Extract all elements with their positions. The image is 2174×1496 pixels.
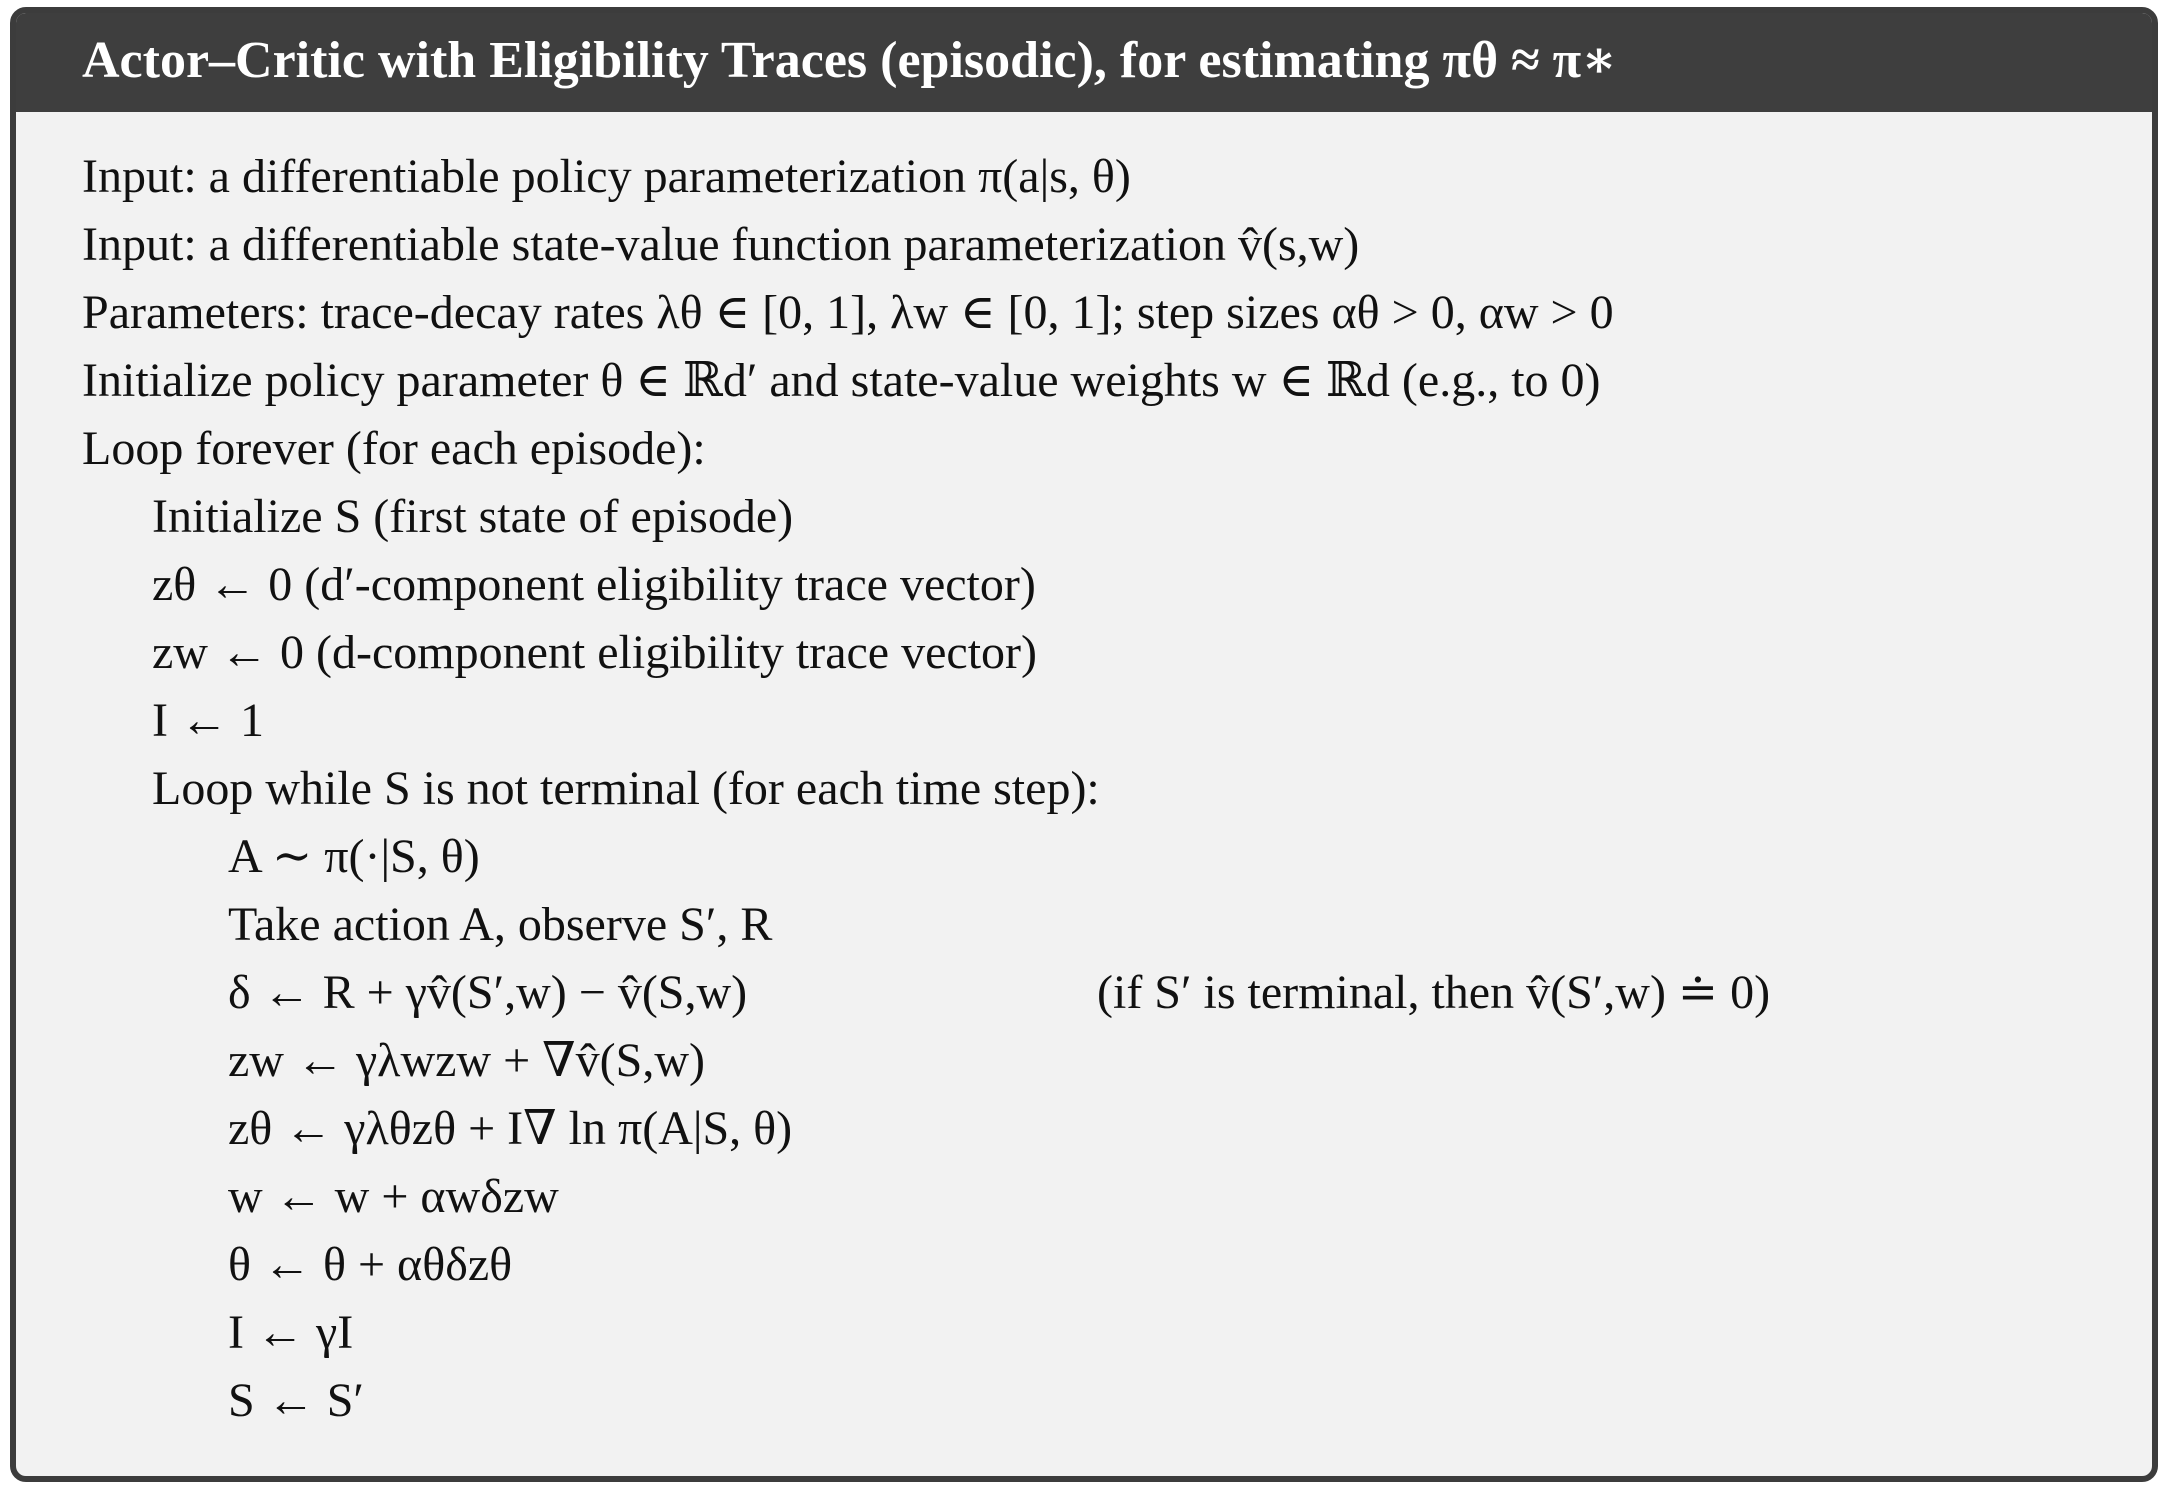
algo-line-update-w: w ← w + αwδzw [228, 1170, 559, 1223]
algo-line-update-theta: θ ← θ + αθδzθ [228, 1238, 513, 1291]
td-error-comment: (if S′ is terminal, then v̂(S′,w) ≐ 0) [1097, 966, 1771, 1019]
algo-line-update-z-theta: zθ ← γλθzθ + I∇ ln π(A|S, θ) [228, 1102, 793, 1155]
algo-line-loop-forever: Loop forever (for each episode): [82, 422, 706, 475]
algorithm-title: Actor–Critic with Eligibility Traces (episodic), for estimating πθ ≈ π∗ [16, 13, 2152, 112]
algo-line-loop-while: Loop while S is not terminal (for each time step): [152, 762, 1100, 815]
algo-line-initialize-params: Initialize policy parameter θ ∈ ℝd′ and state-value weights w ∈ ℝd (e.g., to 0) [82, 354, 1601, 407]
algo-line-init-z-w: zw ← 0 (d-component eligibility trace vector) [152, 626, 1038, 679]
algo-line-update-i: I ← γI [228, 1306, 354, 1359]
algo-line-input-value: Input: a differentiable state-value function parameterization v̂(s,w) [82, 218, 1360, 271]
algo-line-update-s: S ← S′ [228, 1374, 364, 1427]
algo-line-parameters: Parameters: trace-decay rates λθ ∈ [0, 1], λw ∈ [0, 1]; step sizes αθ > 0, αw > 0 [82, 286, 1614, 339]
algo-line-td-error [16, 959, 2152, 1027]
algo-line-initialize-state: Initialize S (first state of episode) [152, 490, 794, 543]
algo-line-take-action: Take action A, observe S′, R [228, 898, 773, 951]
algorithm-body [16, 112, 2152, 1435]
algo-line-init-i: I ← 1 [152, 694, 264, 747]
algorithm-box [10, 7, 2158, 1482]
algo-line-sample-action: A ∼ π(·|S, θ) [228, 830, 480, 883]
algo-line-init-z-theta: zθ ← 0 (d′-component eligibility trace vector) [152, 558, 1036, 611]
td-error-formula: δ ← R + γv̂(S′,w) − v̂(S,w) [228, 966, 748, 1019]
algo-line-input-policy: Input: a differentiable policy parameterization π(a|s, θ) [82, 150, 1131, 203]
algo-line-update-z-w: zw ← γλwzw + ∇v̂(S,w) [228, 1034, 705, 1087]
